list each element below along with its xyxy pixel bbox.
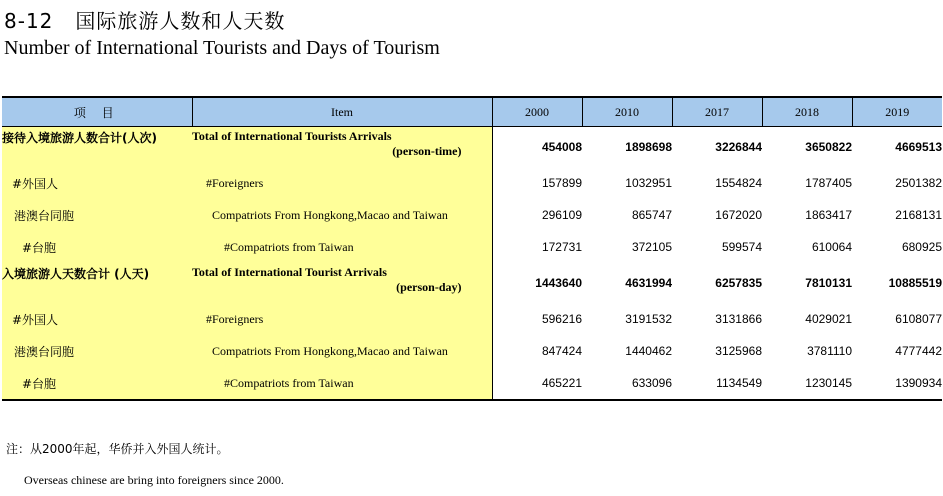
table-number: 8-12 [4, 9, 54, 33]
cell-value: 1032951 [625, 176, 672, 190]
cell-value: 680925 [901, 240, 942, 254]
table-title-en: Number of International Tourists and Days of Tourism [4, 37, 440, 59]
cell-value: 1863417 [805, 208, 852, 222]
cell-value: 1134549 [716, 376, 762, 390]
cell-value: 172731 [541, 240, 582, 254]
cell-value: 6108077 [895, 312, 942, 326]
note-cn: 注：从2000年起，华侨并入外国人统计。 [6, 442, 229, 456]
row-label-cn: 入境旅游人天数合计 (人天) [2, 263, 192, 303]
title-cn-text: 国际旅游人数和人天数 [75, 9, 286, 33]
cell-value: 596216 [541, 312, 582, 326]
cell-value: 3125968 [715, 344, 762, 358]
row-label-en: #Foreigners [192, 303, 492, 335]
row-label-en [192, 263, 492, 303]
cell-value: 465221 [541, 376, 582, 390]
row-label-en-text: Total of International Tourist Arrivals [192, 265, 387, 279]
row-label-cn: 接待入境旅游人数合计(人次) [2, 127, 192, 168]
cell-value: 3650822 [805, 140, 852, 154]
table-row [2, 167, 942, 199]
row-label-cn: 港澳台同胞 [2, 335, 192, 367]
cell-value: 3131866 [715, 312, 762, 326]
table-row [2, 335, 942, 367]
cell-value: 10885519 [888, 276, 942, 290]
cell-value: 3781110 [807, 344, 852, 358]
cell-value: 865747 [631, 208, 672, 222]
row-label-cn: #台胞 [2, 231, 192, 263]
col-item-en: Item [192, 97, 492, 127]
cell-value: 2168131 [895, 208, 942, 222]
row-unit: (person-day) [396, 280, 462, 294]
cell-value: 1440462 [625, 344, 672, 358]
table-row [2, 367, 942, 400]
col-year: 2000 [492, 97, 582, 127]
cell-value: 6257835 [715, 276, 762, 290]
row-label-en: #Compatriots from Taiwan [192, 367, 492, 400]
cell-value: 633096 [631, 376, 672, 390]
row-label-cn: #外国人 [2, 303, 192, 335]
cell-value: 847424 [541, 344, 582, 358]
cell-value: 2501382 [895, 176, 942, 190]
cell-value: 157899 [541, 176, 582, 190]
cell-value: 372105 [631, 240, 672, 254]
cell-value: 610064 [811, 240, 852, 254]
table-row [2, 127, 942, 168]
table-title-cn [4, 5, 285, 34]
cell-value: 1787405 [805, 176, 852, 190]
cell-value: 1230145 [805, 376, 852, 390]
col-year: 2017 [672, 97, 762, 127]
cell-value: 3191532 [625, 312, 672, 326]
col-item-cn: 项 目 [2, 97, 192, 127]
row-label-en-text: Total of International Tourists Arrivals [192, 129, 392, 143]
table-row [2, 303, 942, 335]
note-en: Overseas chinese are bring into foreigners since 2000. [24, 473, 284, 487]
cell-value: 1898698 [625, 140, 672, 154]
row-label-cn: #台胞 [2, 367, 192, 400]
tourism-table [2, 96, 942, 401]
row-label-en: Compatriots From Hongkong,Macao and Taiwan [192, 199, 492, 231]
cell-value: 454008 [541, 140, 582, 154]
table-row [2, 263, 942, 303]
row-unit: (person-time) [392, 144, 462, 158]
cell-value: 1672020 [715, 208, 762, 222]
col-year: 2019 [852, 97, 942, 127]
cell-value: 4631994 [625, 276, 672, 290]
cell-value: 4029021 [805, 312, 852, 326]
cell-value: 7810131 [805, 276, 852, 290]
col-year: 2018 [762, 97, 852, 127]
table-row [2, 199, 942, 231]
row-label-en: #Compatriots from Taiwan [192, 231, 492, 263]
cell-value: 1443640 [535, 276, 582, 290]
cell-value: 1390934 [895, 376, 942, 390]
cell-value: 4669513 [895, 140, 942, 154]
cell-value: 4777442 [895, 344, 942, 358]
header-row [2, 97, 942, 127]
table-row [2, 231, 942, 263]
row-label-en: Compatriots From Hongkong,Macao and Taiwan [192, 335, 492, 367]
cell-value: 3226844 [715, 140, 762, 154]
row-label-en [192, 127, 492, 168]
row-label-cn: #外国人 [2, 167, 192, 199]
row-label-en: #Foreigners [192, 167, 492, 199]
row-label-cn: 港澳台同胞 [2, 199, 192, 231]
col-year: 2010 [582, 97, 672, 127]
cell-value: 1554824 [715, 176, 762, 190]
cell-value: 599574 [721, 240, 762, 254]
cell-value: 296109 [541, 208, 582, 222]
